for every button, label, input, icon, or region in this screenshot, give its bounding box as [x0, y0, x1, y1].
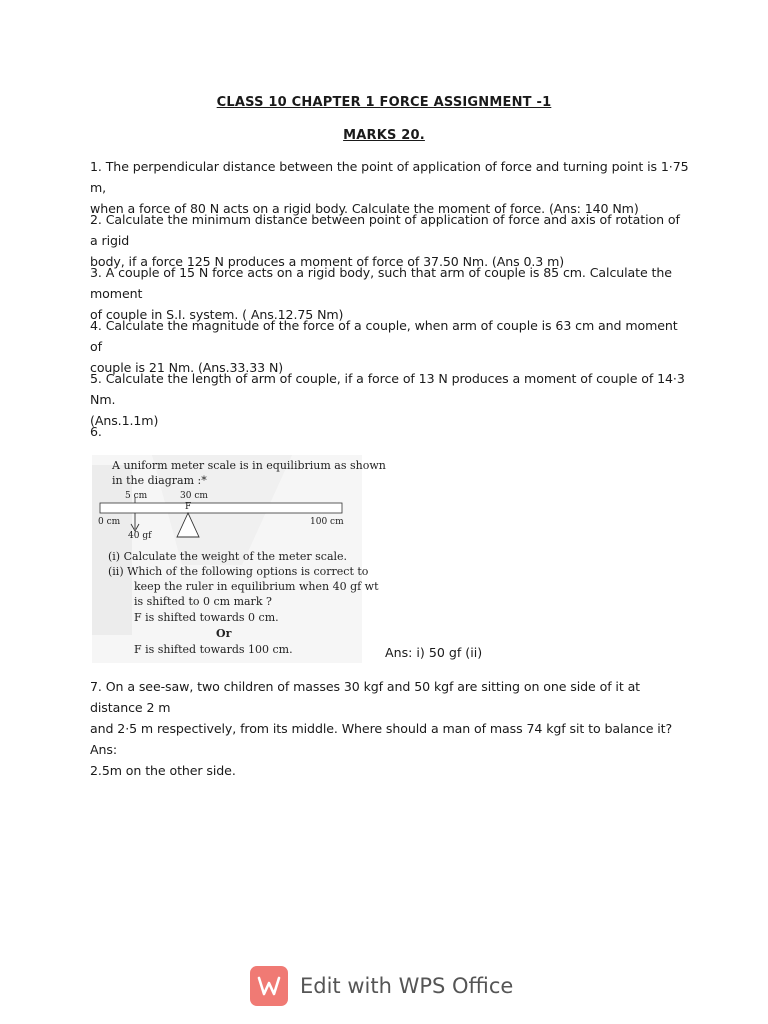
- figure-item-1: (i) Calculate the weight of the meter scale.: [108, 550, 348, 563]
- question-line: of couple in S.I. system. ( Ans.12.75 Nm): [90, 307, 344, 322]
- question-line: 2. Calculate the minimum distance between point of application of force and axis of rotation of a rigid: [90, 212, 680, 248]
- wps-brand-text: Edit with WPS Office: [300, 974, 514, 998]
- question-line: couple is 21 Nm. (Ans.33.33 N): [90, 360, 284, 375]
- figure-item-2-cont: is shifted to 0 cm mark ?: [134, 595, 272, 608]
- page-title: CLASS 10 CHAPTER 1 FORCE ASSIGNMENT -1: [216, 95, 552, 110]
- wps-watermark[interactable]: [250, 965, 513, 1007]
- question-line: 4. Calculate the magnitude of the force of a couple, when arm of couple is 63 cm and moment of: [90, 318, 678, 354]
- figure-intro-line: in the diagram :*: [112, 474, 207, 487]
- question-line: (Ans.1.1m): [90, 413, 159, 428]
- figure-option-1: F is shifted towards 0 cm.: [134, 611, 279, 624]
- label-40gf: 40 gf: [128, 531, 152, 541]
- label-30cm: 30 cm: [180, 491, 208, 501]
- meter-scale-figure: [92, 455, 386, 663]
- figure-item-2: (ii) Which of the following options is correct to: [108, 565, 369, 578]
- question-6-number: 6.: [90, 424, 102, 439]
- label-F: F: [185, 502, 192, 512]
- question-line: when a force of 80 N acts on a rigid body. Calculate the moment of force. (Ans: 140 Nm): [90, 201, 639, 216]
- question-line: 1. The perpendicular distance between the point of application of force and turning point is 1·75 m,: [90, 159, 689, 195]
- meter-scale-bar: [100, 503, 342, 513]
- figure-or: Or: [216, 627, 232, 640]
- question-line: body, if a force 125 N produces a moment of force of 37.50 Nm. (Ans 0.3 m): [90, 254, 565, 269]
- question-7: [90, 676, 690, 781]
- label-0cm: 0 cm: [98, 517, 121, 527]
- question-line: 2.5m on the other side.: [90, 763, 236, 778]
- question-line: 3. A couple of 15 N force acts on a rigid body, such that arm of couple is 85 cm. Calculate the moment: [90, 265, 672, 301]
- wps-logo-icon: [250, 966, 288, 1006]
- question-6-answer: Ans: i) 50 gf (ii): [385, 645, 483, 660]
- label-100cm: 100 cm: [310, 517, 344, 527]
- figure-item-2-cont: keep the ruler in equilibrium when 40 gf wt: [134, 580, 379, 593]
- question-line: 7. On a see-saw, two children of masses 30 kgf and 50 kgf are sitting on one side of it at distance 2 m: [90, 679, 641, 715]
- question-line: 5. Calculate the length of arm of couple, if a force of 13 N produces a moment of couple of 14·3 Nm.: [90, 371, 685, 407]
- question-line: and 2·5 m respectively, from its middle. Where should a man of mass 74 kgf sit to balance it? Ans:: [90, 721, 673, 757]
- figure-intro-line: A uniform meter scale is in equilibrium as shown: [112, 459, 386, 472]
- marks-heading: MARKS 20.: [343, 128, 425, 143]
- label-5cm: 5 cm: [125, 491, 148, 501]
- figure-option-2: F is shifted towards 100 cm.: [134, 643, 293, 656]
